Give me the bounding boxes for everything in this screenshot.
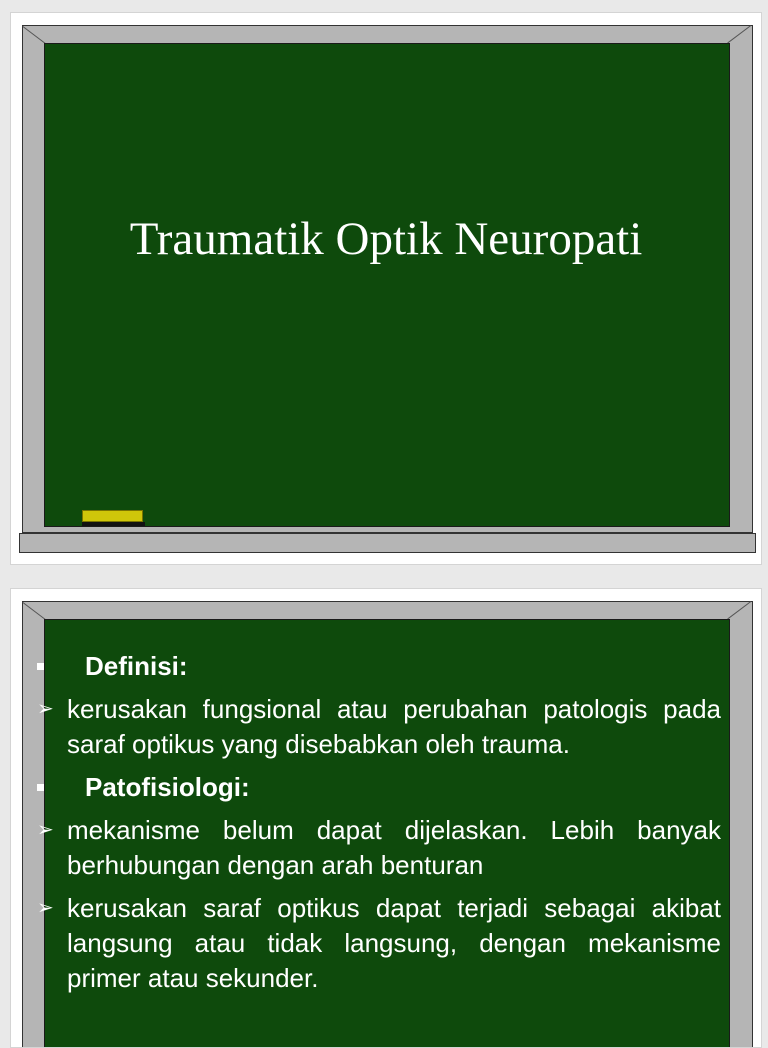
chalkboard xyxy=(44,43,730,527)
square-bullet-icon xyxy=(37,663,44,670)
bullet-text: mekanisme belum dapat dijelaskan. Lebih banyak berhubungan dengan arah benturan xyxy=(67,815,721,880)
bullet-item xyxy=(33,692,721,762)
bullet-item xyxy=(33,891,721,996)
bullet-text: kerusakan saraf optikus dapat terjadi sebagai akibat langsung atau tidak langsung, dengan mekanisme primer atau sekunder. xyxy=(67,893,721,993)
chalk-tray xyxy=(19,533,756,553)
arrow-bullet-icon: ➢ xyxy=(37,698,54,720)
slide-content xyxy=(33,649,721,1004)
bullet-text: kerusakan fungsional atau perubahan patologis pada saraf optikus yang disebabkan oleh trauma. xyxy=(67,694,721,759)
eraser-base xyxy=(82,522,145,526)
section-heading-patofisiologi xyxy=(33,770,721,805)
arrow-bullet-icon: ➢ xyxy=(37,819,54,841)
heading-text: Definisi: xyxy=(85,651,188,681)
slide-title: Traumatik Optik Neuropati xyxy=(129,213,643,265)
slide-1 xyxy=(10,12,762,565)
chalkboard-eraser xyxy=(82,510,143,522)
slide-2 xyxy=(10,588,762,1048)
bullet-item xyxy=(33,813,721,883)
arrow-bullet-icon: ➢ xyxy=(37,897,54,919)
heading-text: Patofisiologi: xyxy=(85,772,250,802)
square-bullet-icon xyxy=(37,784,44,791)
section-heading-definisi xyxy=(33,649,721,684)
